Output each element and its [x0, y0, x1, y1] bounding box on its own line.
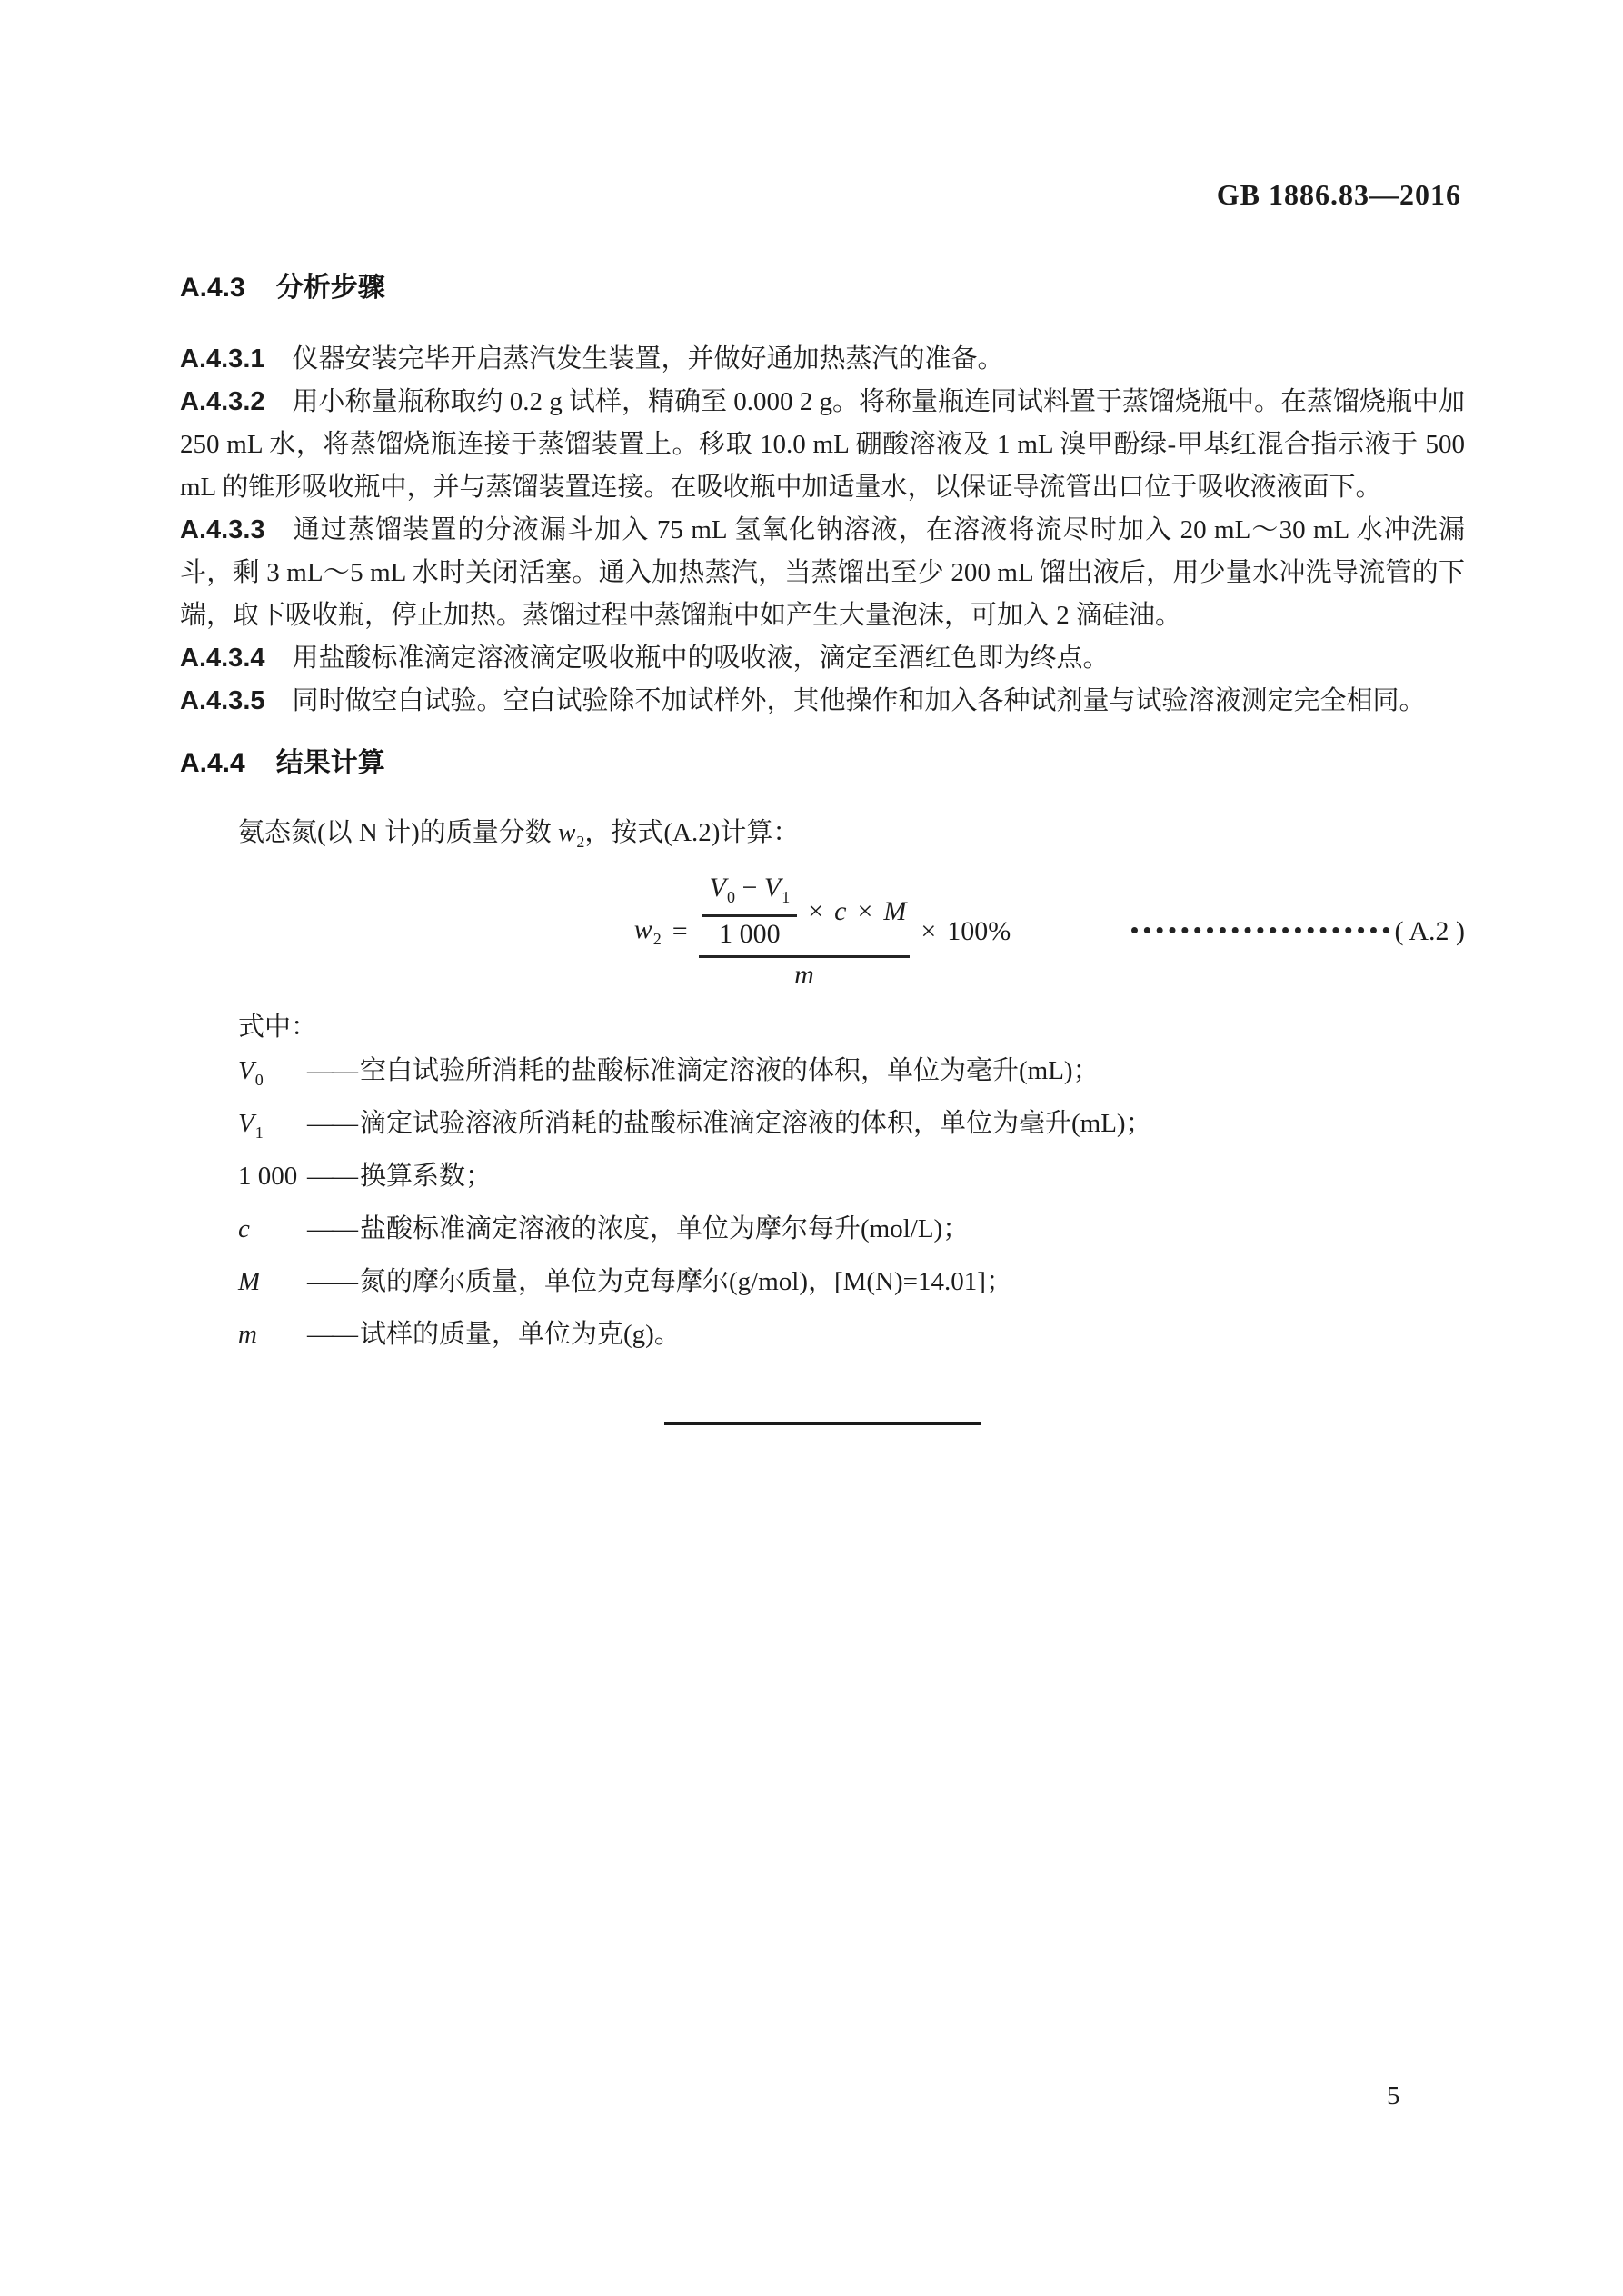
equation-a2: [180, 871, 1465, 993]
definition-description: 换算系数；: [360, 1162, 493, 1191]
paragraph-text: 仪器安装完毕开启蒸汽发生装置，并做好通加热蒸汽的准备。: [292, 344, 1004, 374]
definition-description: 空白试验所消耗的盐酸标准滴定溶液的体积，单位为毫升(mL)；: [360, 1056, 1100, 1085]
document-number: GB 1886.83—2016: [1216, 178, 1461, 211]
equation-leader: [1011, 916, 1465, 947]
equation-expression: [634, 871, 1011, 993]
definition-dash: ——: [307, 1056, 356, 1085]
intro-variable-subscript: 2: [576, 833, 585, 851]
clause-number: A.4.4: [180, 748, 245, 778]
definition-row-m-mass: [238, 1313, 1465, 1365]
clause-title: 结果计算: [275, 748, 385, 778]
definition-dash: ——: [307, 1320, 356, 1349]
variable-c: c: [834, 895, 847, 926]
paragraph-a434: [180, 637, 1465, 680]
definition-symbol: $V_1$: [238, 1109, 264, 1142]
page-content: [180, 273, 1465, 1425]
clause-title: 分析步骤: [275, 273, 385, 303]
variable-w: w: [633, 914, 652, 944]
paragraph-number: A.4.3.2: [180, 387, 265, 416]
paragraph-number: A.4.3.3: [180, 515, 265, 544]
variable-w-subscript: 2: [652, 930, 662, 948]
variable-v1-subscript: 1: [782, 888, 791, 906]
times-sign: ×: [808, 895, 824, 926]
intro-text-suffix: ，按式(A.2)计算：: [584, 818, 800, 847]
paragraph-a431: [180, 338, 1465, 381]
variable-v1: V: [763, 873, 782, 903]
variable-m-molar: M: [883, 895, 907, 926]
definition-symbol: c: [238, 1214, 250, 1243]
equation-lhs: [634, 914, 662, 949]
definition-row-v1: [238, 1102, 1465, 1154]
inner-denominator: 1 000: [719, 919, 781, 949]
paragraph-a435: [180, 680, 1465, 723]
definition-dash: ——: [307, 1267, 356, 1296]
dotted-leader: [1131, 927, 1389, 933]
definition-dash: ——: [307, 1109, 356, 1138]
paragraph-number: A.4.3.1: [180, 344, 265, 374]
paragraph-text: 同时做空白试验。空白试验除不加试样外，其他操作和加入各种试剂量与试验溶液测定完全相同。: [292, 686, 1426, 715]
inner-numerator: [702, 871, 798, 914]
variable-v0: V: [709, 873, 726, 903]
equals-sign: =: [672, 916, 688, 946]
intro-variable: w: [558, 818, 576, 847]
page-number: 5: [1387, 2081, 1400, 2111]
definition-description: 试样的质量，单位为克(g)。: [360, 1320, 681, 1349]
where-label: 式中：: [238, 1013, 318, 1042]
definition-dash: ——: [307, 1214, 356, 1243]
times-sign: ×: [921, 916, 937, 946]
formula-intro: [180, 812, 1465, 863]
equation-number: ( A.2 ): [1394, 916, 1465, 946]
inner-fraction: [702, 871, 798, 952]
minus-sign: −: [742, 873, 758, 903]
definitions-list: [180, 1049, 1465, 1365]
paragraph-a432: [180, 381, 1465, 509]
clause-heading-a43: [180, 273, 1465, 304]
definition-symbol: 1 000: [238, 1162, 298, 1191]
definition-symbol: M: [238, 1267, 261, 1296]
paragraph-number: A.4.3.5: [180, 686, 265, 715]
end-of-document-rule: [664, 1422, 981, 1425]
hundred-percent: 100%: [947, 916, 1011, 946]
outer-denominator: m: [794, 960, 814, 990]
definition-row-1000: [238, 1154, 1465, 1207]
definition-dash: ——: [307, 1162, 356, 1191]
times-sign: ×: [857, 895, 873, 926]
clause-heading-a44: [180, 748, 1465, 779]
paragraph-text: 用小称量瓶称取约 0.2 g 试样，精确至 0.000 2 g。将称量瓶连同试料置于蒸馏烧瓶中。在蒸馏烧瓶中加 250 mL 水，将蒸馏烧瓶连接于蒸馏装置上。移取 10.0 mL 硼酸溶液及 1 mL 溴甲酚绿-甲基红混合指示液于 500 mL 的锥形吸收瓶中，并与蒸馏装置连接。在吸收瓶中加适量水，以保证导流管出口位于吸收液液面下。: [180, 387, 1466, 502]
definition-description: 氮的摩尔质量，单位为克每摩尔(g/mol)，[M(N)=14.01]；: [360, 1267, 1012, 1296]
paragraph-number: A.4.3.4: [180, 644, 265, 673]
definition-row-c: [238, 1207, 1465, 1260]
definition-description: 滴定试验溶液所消耗的盐酸标准滴定溶液的体积，单位为毫升(mL)；: [360, 1109, 1152, 1138]
paragraph-text: 用盐酸标准滴定溶液滴定吸收瓶中的吸收液，滴定至酒红色即为终点。: [292, 644, 1110, 673]
variable-v0-subscript: 0: [726, 888, 735, 906]
definition-symbol: m: [238, 1320, 257, 1349]
definition-row-m-molar: [238, 1260, 1465, 1313]
outer-numerator: [699, 871, 911, 955]
definition-description: 盐酸标准滴定溶液的浓度，单位为摩尔每升(mol/L)；: [360, 1214, 970, 1243]
clause-number: A.4.3: [180, 273, 245, 303]
paragraph-text: 通过蒸馏装置的分液漏斗加入 75 mL 氢氧化钠溶液，在溶液将流尽时加入 20 mL～30 mL 水冲洗漏斗，剩 3 mL～5 mL 水时关闭活塞。通入加热蒸汽，当蒸馏出至少 200 mL 馏出液后，用少量水冲洗导流管的下端，取下吸收瓶，停止加热。蒸馏过程中蒸馏瓶中如产生大量泡沫，可加入 2 滴硅油。: [180, 515, 1465, 630]
intro-text-prefix: 氨态氮(以 N 计)的质量分数: [238, 818, 559, 847]
outer-fraction: [699, 871, 911, 993]
definition-row-v0: [238, 1049, 1465, 1102]
paragraph-a433: [180, 509, 1465, 637]
definition-symbol: $V_0$: [238, 1056, 264, 1089]
